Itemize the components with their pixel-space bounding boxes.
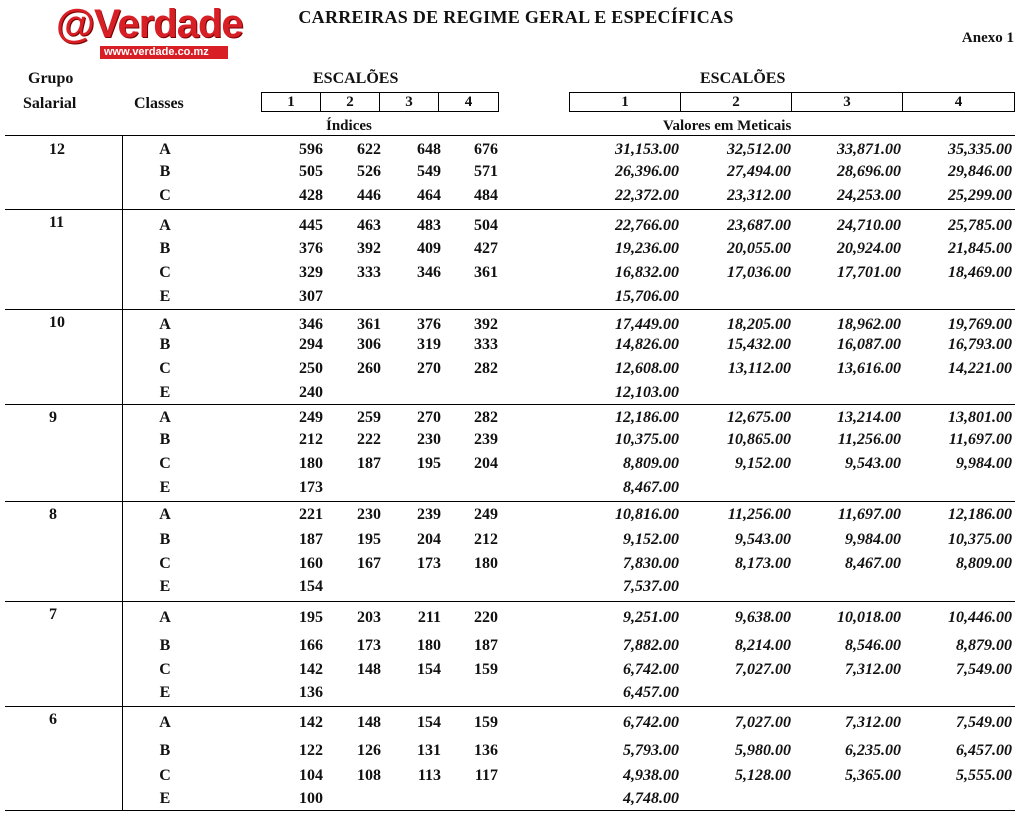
index-cell: 409 bbox=[417, 240, 441, 257]
salary-group-6 bbox=[5, 707, 1015, 811]
table-row bbox=[5, 288, 1015, 312]
table-row bbox=[5, 336, 1015, 360]
index-cell: 250 bbox=[299, 360, 323, 377]
index-cell: 159 bbox=[474, 714, 498, 731]
index-cell: 212 bbox=[474, 531, 498, 548]
value-cell: 22,766.00 bbox=[615, 217, 679, 234]
table-row bbox=[5, 506, 1015, 530]
index-cell: 187 bbox=[474, 637, 498, 654]
index-cell: 504 bbox=[474, 217, 498, 234]
table-row bbox=[5, 714, 1015, 738]
table-row bbox=[5, 555, 1015, 579]
index-cell: 220 bbox=[474, 609, 498, 626]
index-cell: 249 bbox=[474, 506, 498, 523]
index-cell: 154 bbox=[417, 661, 441, 678]
value-cell: 8,467.00 bbox=[845, 555, 901, 572]
value-cell: 16,832.00 bbox=[615, 264, 679, 281]
index-cell: 464 bbox=[417, 187, 441, 204]
class-cell: A bbox=[159, 409, 171, 426]
value-cell: 16,087.00 bbox=[837, 336, 901, 353]
value-cell: 4,938.00 bbox=[623, 767, 679, 784]
value-cell: 9,152.00 bbox=[735, 455, 791, 472]
value-cell: 7,027.00 bbox=[735, 714, 791, 731]
value-cell: 8,809.00 bbox=[623, 455, 679, 472]
value-cell: 7,549.00 bbox=[956, 714, 1012, 731]
class-cell: E bbox=[159, 384, 171, 401]
index-cell: 142 bbox=[299, 661, 323, 678]
index-cell: 113 bbox=[417, 767, 441, 784]
class-cell: A bbox=[159, 141, 171, 158]
value-cell: 9,638.00 bbox=[735, 609, 791, 626]
index-cell: 392 bbox=[357, 240, 381, 257]
value-cell: 8,546.00 bbox=[845, 637, 901, 654]
value-cell: 5,365.00 bbox=[845, 767, 901, 784]
class-cell: E bbox=[159, 288, 171, 305]
class-cell: E bbox=[159, 684, 171, 701]
value-cell: 11,697.00 bbox=[948, 431, 1012, 448]
table-row bbox=[5, 409, 1015, 433]
index-cell: 270 bbox=[417, 360, 441, 377]
value-cell: 13,616.00 bbox=[837, 360, 901, 377]
index-cell: 211 bbox=[417, 609, 441, 626]
value-cell: 4,748.00 bbox=[623, 790, 679, 807]
value-cell: 5,793.00 bbox=[623, 742, 679, 759]
value-cell: 7,312.00 bbox=[845, 714, 901, 731]
table-row bbox=[5, 578, 1015, 602]
value-cell: 8,214.00 bbox=[735, 637, 791, 654]
value-cell: 6,457.00 bbox=[623, 684, 679, 701]
index-step-1: 1 bbox=[262, 93, 321, 111]
value-cell: 26,396.00 bbox=[615, 163, 679, 180]
class-cell: E bbox=[159, 479, 171, 496]
salary-group-8 bbox=[5, 502, 1015, 602]
index-cell: 173 bbox=[417, 555, 441, 572]
value-cell: 17,449.00 bbox=[615, 316, 679, 333]
index-cell: 445 bbox=[299, 217, 323, 234]
table-row bbox=[5, 264, 1015, 288]
index-cell: 195 bbox=[299, 609, 323, 626]
value-step-3: 3 bbox=[792, 93, 903, 111]
group-number: 11 bbox=[49, 214, 65, 231]
index-cell: 483 bbox=[417, 217, 441, 234]
value-cell: 17,701.00 bbox=[837, 264, 901, 281]
salary-group-7 bbox=[5, 602, 1015, 707]
table-row bbox=[5, 684, 1015, 708]
value-cell: 9,984.00 bbox=[845, 531, 901, 548]
value-cell: 11,256.00 bbox=[727, 506, 791, 523]
class-cell: C bbox=[159, 555, 171, 572]
value-cell: 27,494.00 bbox=[727, 163, 791, 180]
class-cell: B bbox=[159, 163, 171, 180]
salary-group-11 bbox=[5, 210, 1015, 310]
value-cell: 13,214.00 bbox=[837, 409, 901, 426]
index-cell: 108 bbox=[357, 767, 381, 784]
header-indices: Índices bbox=[326, 118, 372, 134]
table-row bbox=[5, 360, 1015, 384]
index-cell: 294 bbox=[299, 336, 323, 353]
index-cell: 505 bbox=[299, 163, 323, 180]
value-cell: 7,830.00 bbox=[623, 555, 679, 572]
index-cell: 549 bbox=[417, 163, 441, 180]
index-cell: 195 bbox=[417, 455, 441, 472]
value-cell: 9,543.00 bbox=[845, 455, 901, 472]
index-cell: 154 bbox=[417, 714, 441, 731]
index-cell: 212 bbox=[299, 431, 323, 448]
value-cell: 28,696.00 bbox=[837, 163, 901, 180]
index-cell: 173 bbox=[357, 637, 381, 654]
class-cell: A bbox=[159, 217, 171, 234]
table-top-border bbox=[5, 135, 1015, 136]
index-cell: 307 bbox=[299, 288, 323, 305]
index-cell: 484 bbox=[474, 187, 498, 204]
index-cell: 361 bbox=[474, 264, 498, 281]
index-cell: 104 bbox=[299, 767, 323, 784]
value-cell: 8,467.00 bbox=[623, 479, 679, 496]
group-number: 8 bbox=[49, 506, 57, 523]
index-cell: 259 bbox=[357, 409, 381, 426]
value-cell: 10,446.00 bbox=[948, 609, 1012, 626]
value-cell: 7,549.00 bbox=[956, 661, 1012, 678]
logo-url: www.verdade.co.mz bbox=[104, 46, 209, 58]
value-cell: 8,173.00 bbox=[735, 555, 791, 572]
class-cell: E bbox=[159, 790, 171, 807]
index-cell: 203 bbox=[357, 609, 381, 626]
index-cell: 131 bbox=[417, 742, 441, 759]
value-cell: 32,512.00 bbox=[727, 141, 791, 158]
class-cell: C bbox=[159, 264, 171, 281]
index-cell: 676 bbox=[474, 141, 498, 158]
annex-label: Anexo 1 bbox=[961, 30, 1014, 46]
table-row bbox=[5, 742, 1015, 766]
group-number: 10 bbox=[49, 314, 65, 331]
index-cell: 166 bbox=[299, 637, 323, 654]
index-cell: 648 bbox=[417, 141, 441, 158]
value-cell: 35,335.00 bbox=[948, 141, 1012, 158]
class-cell: C bbox=[159, 360, 171, 377]
value-cell: 24,253.00 bbox=[837, 187, 901, 204]
index-cell: 136 bbox=[299, 684, 323, 701]
header-salarial: Salarial bbox=[23, 95, 77, 112]
value-cell: 12,675.00 bbox=[727, 409, 791, 426]
index-cell: 282 bbox=[474, 360, 498, 377]
indices-step-box bbox=[261, 92, 499, 112]
value-cell: 25,785.00 bbox=[948, 217, 1012, 234]
value-cell: 29,846.00 bbox=[948, 163, 1012, 180]
value-cell: 7,882.00 bbox=[623, 637, 679, 654]
index-cell: 195 bbox=[357, 531, 381, 548]
class-cell: B bbox=[159, 742, 171, 759]
index-cell: 376 bbox=[417, 316, 441, 333]
value-cell: 23,312.00 bbox=[727, 187, 791, 204]
value-cell: 10,816.00 bbox=[615, 506, 679, 523]
class-cell: B bbox=[159, 531, 171, 548]
value-cell: 10,375.00 bbox=[615, 431, 679, 448]
value-cell: 7,027.00 bbox=[735, 661, 791, 678]
class-cell: B bbox=[159, 336, 171, 353]
index-cell: 204 bbox=[417, 531, 441, 548]
class-cell: C bbox=[159, 767, 171, 784]
index-cell: 282 bbox=[474, 409, 498, 426]
header-escaloes-indices: ESCALÕES bbox=[313, 70, 399, 87]
index-cell: 622 bbox=[357, 141, 381, 158]
group-number: 6 bbox=[49, 711, 57, 728]
index-cell: 240 bbox=[299, 384, 323, 401]
index-cell: 180 bbox=[474, 555, 498, 572]
value-step-1: 1 bbox=[570, 93, 681, 111]
index-cell: 270 bbox=[417, 409, 441, 426]
index-cell: 376 bbox=[299, 240, 323, 257]
index-cell: 117 bbox=[474, 767, 498, 784]
value-cell: 11,697.00 bbox=[837, 506, 901, 523]
index-cell: 100 bbox=[299, 790, 323, 807]
value-cell: 7,312.00 bbox=[845, 661, 901, 678]
index-cell: 222 bbox=[357, 431, 381, 448]
header-escaloes-valores: ESCALÕES bbox=[700, 70, 786, 87]
header-classes: Classes bbox=[134, 95, 184, 112]
index-cell: 346 bbox=[299, 316, 323, 333]
class-cell: B bbox=[159, 240, 171, 257]
index-cell: 126 bbox=[357, 742, 381, 759]
index-cell: 187 bbox=[299, 531, 323, 548]
value-cell: 8,879.00 bbox=[956, 637, 1012, 654]
value-cell: 20,924.00 bbox=[837, 240, 901, 257]
table-row bbox=[5, 479, 1015, 503]
value-cell: 7,537.00 bbox=[623, 578, 679, 595]
value-cell: 9,543.00 bbox=[735, 531, 791, 548]
index-cell: 333 bbox=[474, 336, 498, 353]
value-cell: 10,865.00 bbox=[727, 431, 791, 448]
value-cell: 8,809.00 bbox=[956, 555, 1012, 572]
index-step-4: 4 bbox=[464, 94, 473, 110]
table-row bbox=[5, 240, 1015, 264]
value-cell: 20,055.00 bbox=[727, 240, 791, 257]
index-cell: 329 bbox=[299, 264, 323, 281]
class-cell: A bbox=[159, 316, 171, 333]
salary-group-12 bbox=[5, 137, 1015, 210]
index-cell: 148 bbox=[357, 661, 381, 678]
table-row bbox=[5, 637, 1015, 661]
value-cell: 9,152.00 bbox=[623, 531, 679, 548]
value-cell: 18,962.00 bbox=[837, 316, 901, 333]
value-cell: 13,112.00 bbox=[727, 360, 791, 377]
index-cell: 249 bbox=[299, 409, 323, 426]
table-row bbox=[5, 431, 1015, 455]
index-cell: 239 bbox=[417, 506, 441, 523]
index-cell: 260 bbox=[357, 360, 381, 377]
value-cell: 9,984.00 bbox=[956, 455, 1012, 472]
value-cell: 12,608.00 bbox=[615, 360, 679, 377]
class-cell: A bbox=[159, 609, 171, 626]
class-cell: C bbox=[159, 187, 171, 204]
index-cell: 187 bbox=[357, 455, 381, 472]
value-cell: 14,826.00 bbox=[615, 336, 679, 353]
class-cell: B bbox=[159, 431, 171, 448]
class-cell: A bbox=[159, 714, 171, 731]
value-cell: 10,375.00 bbox=[948, 531, 1012, 548]
value-cell: 6,235.00 bbox=[845, 742, 901, 759]
index-cell: 463 bbox=[357, 217, 381, 234]
index-cell: 230 bbox=[357, 506, 381, 523]
logo-brand: @Verdade bbox=[56, 2, 243, 46]
value-cell: 6,457.00 bbox=[956, 742, 1012, 759]
index-cell: 159 bbox=[474, 661, 498, 678]
value-cell: 12,186.00 bbox=[948, 506, 1012, 523]
value-cell: 21,845.00 bbox=[948, 240, 1012, 257]
index-cell: 361 bbox=[357, 316, 381, 333]
index-cell: 173 bbox=[299, 479, 323, 496]
class-cell: E bbox=[159, 578, 171, 595]
index-step-3: 3 bbox=[380, 93, 439, 111]
value-cell: 25,299.00 bbox=[948, 187, 1012, 204]
index-cell: 319 bbox=[417, 336, 441, 353]
table-row bbox=[5, 790, 1015, 814]
value-cell: 13,801.00 bbox=[948, 409, 1012, 426]
value-cell: 10,018.00 bbox=[837, 609, 901, 626]
value-cell: 18,205.00 bbox=[727, 316, 791, 333]
index-cell: 180 bbox=[299, 455, 323, 472]
index-cell: 167 bbox=[357, 555, 381, 572]
table-row bbox=[5, 163, 1015, 187]
page-title bbox=[0, 7, 1024, 28]
value-cell: 33,871.00 bbox=[837, 141, 901, 158]
header-valores: Valores em Meticais bbox=[663, 118, 792, 134]
value-cell: 24,710.00 bbox=[837, 217, 901, 234]
class-cell: B bbox=[159, 637, 171, 654]
index-cell: 142 bbox=[299, 714, 323, 731]
table-row bbox=[5, 187, 1015, 211]
value-cell: 31,153.00 bbox=[615, 141, 679, 158]
table-row bbox=[5, 455, 1015, 479]
index-cell: 333 bbox=[357, 264, 381, 281]
index-cell: 427 bbox=[474, 240, 498, 257]
value-cell: 6,742.00 bbox=[623, 661, 679, 678]
value-cell: 17,036.00 bbox=[727, 264, 791, 281]
value-cell: 19,769.00 bbox=[948, 316, 1012, 333]
value-cell: 15,432.00 bbox=[727, 336, 791, 353]
index-cell: 230 bbox=[417, 431, 441, 448]
value-cell: 12,186.00 bbox=[615, 409, 679, 426]
index-cell: 154 bbox=[299, 578, 323, 595]
index-cell: 571 bbox=[474, 163, 498, 180]
index-cell: 204 bbox=[474, 455, 498, 472]
group-number: 9 bbox=[49, 409, 57, 426]
value-step-2: 2 bbox=[681, 93, 792, 111]
table-row bbox=[5, 767, 1015, 791]
index-cell: 239 bbox=[474, 431, 498, 448]
index-cell: 526 bbox=[357, 163, 381, 180]
table-row bbox=[5, 661, 1015, 685]
index-cell: 306 bbox=[357, 336, 381, 353]
value-cell: 11,256.00 bbox=[837, 431, 901, 448]
value-step-4: 4 bbox=[954, 94, 963, 110]
class-cell: C bbox=[159, 455, 171, 472]
index-cell: 346 bbox=[417, 264, 441, 281]
value-cell: 12,103.00 bbox=[615, 384, 679, 401]
salary-group-10 bbox=[5, 310, 1015, 405]
index-cell: 221 bbox=[299, 506, 323, 523]
table-row bbox=[5, 217, 1015, 241]
index-cell: 446 bbox=[357, 187, 381, 204]
group-number: 7 bbox=[49, 606, 57, 623]
value-cell: 18,469.00 bbox=[948, 264, 1012, 281]
value-cell: 5,980.00 bbox=[735, 742, 791, 759]
value-cell: 19,236.00 bbox=[615, 240, 679, 257]
index-step-2: 2 bbox=[321, 93, 380, 111]
page-title-text: CARREIRAS DE REGIME GERAL E ESPECÍFICAS bbox=[298, 7, 734, 27]
table-row bbox=[5, 531, 1015, 555]
table-row bbox=[5, 141, 1015, 165]
value-cell: 16,793.00 bbox=[948, 336, 1012, 353]
index-cell: 392 bbox=[474, 316, 498, 333]
group-number: 12 bbox=[49, 141, 65, 158]
value-cell: 22,372.00 bbox=[615, 187, 679, 204]
index-cell: 428 bbox=[299, 187, 323, 204]
index-cell: 180 bbox=[417, 637, 441, 654]
class-cell: A bbox=[159, 506, 171, 523]
value-cell: 23,687.00 bbox=[727, 217, 791, 234]
table-row bbox=[5, 609, 1015, 633]
index-cell: 136 bbox=[474, 742, 498, 759]
index-cell: 122 bbox=[299, 742, 323, 759]
index-cell: 160 bbox=[299, 555, 323, 572]
values-step-box bbox=[569, 92, 1015, 112]
value-cell: 5,555.00 bbox=[956, 767, 1012, 784]
header-grupo: Grupo bbox=[28, 70, 74, 87]
class-cell: C bbox=[159, 661, 171, 678]
value-cell: 15,706.00 bbox=[615, 288, 679, 305]
salary-group-9 bbox=[5, 405, 1015, 502]
index-cell: 148 bbox=[357, 714, 381, 731]
value-cell: 5,128.00 bbox=[735, 767, 791, 784]
index-cell: 596 bbox=[299, 141, 323, 158]
value-cell: 9,251.00 bbox=[623, 609, 679, 626]
value-cell: 6,742.00 bbox=[623, 714, 679, 731]
value-cell: 14,221.00 bbox=[948, 360, 1012, 377]
